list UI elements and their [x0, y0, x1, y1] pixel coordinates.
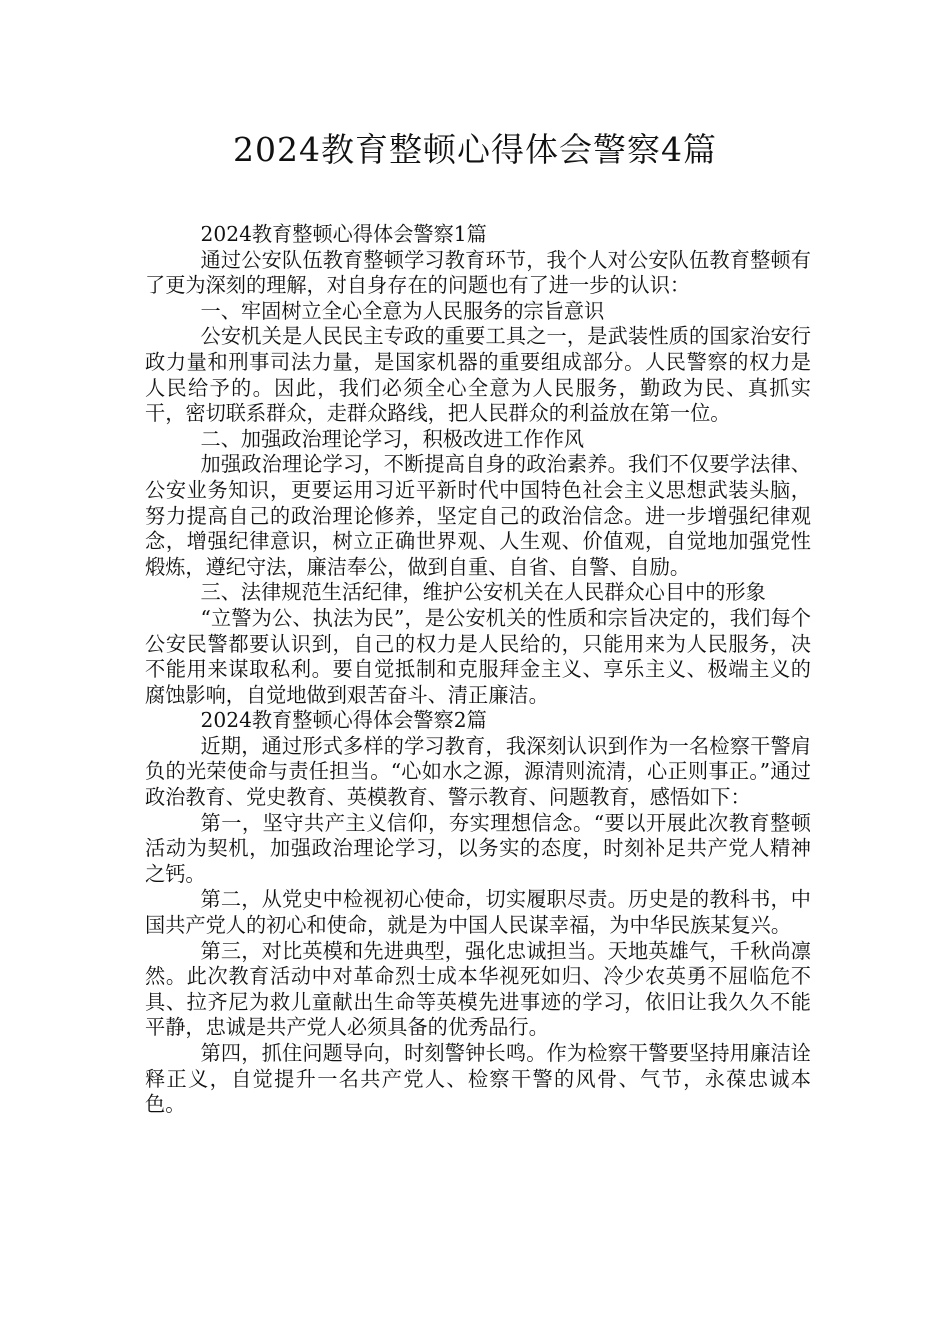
body-paragraph: 第二，从党史中检视初心使命，切实履职尽责。历史是的教科书，中国共产党人的初心和使命，就是为中国人民谋幸福，为中华民族某复兴。 [145, 887, 811, 938]
section-heading: 2024教育整顿心得体会警察1篇 [200, 222, 487, 246]
subsection-heading: 二、加强政治理论学习，积极改进工作作风 [200, 426, 585, 451]
body-paragraph: 近期，通过形式多样的学习教育，我深刻认识到作为一名检察干警肩负的光荣使命与责任担当。“心如水之源，源清则流清，心正则事正。”通过政治教育、党史教育、英模教育、警示教育、问题教育，感悟如下： [145, 733, 811, 810]
body-paragraph: 第一，坚守共产主义信仰，夯实理想信念。“要以开展此次教育整顿活动为契机，加强政治理论学习，以务实的态度，时刻补足共产党人精神之钙。 [145, 810, 811, 886]
subsection-heading: 一、牢固树立全心全意为人民服务的宗旨意识 [200, 298, 605, 323]
section-heading: 2024教育整顿心得体会警察2篇 [200, 708, 487, 733]
body-paragraph: 加强政治理论学习，不断提高自身的政治素养。我们不仅要学法律、公安业务知识，更要运用习近平新时代中国特色社会主义思想武装头脑，努力提高自己的政治理论修养，坚定自己的政治信念。进一步增强纪律观念，增强纪律意识，树立正确世界观、人生观、价值观，自觉地加强党性煅炼，遵纪守法，廉洁奉公，做到自重、自省、自警、自励。 [145, 452, 811, 579]
document-title: 2024教育整顿心得体会警察4篇 [233, 130, 717, 169]
document-body [145, 222, 811, 1118]
body-paragraph: 第三，对比英模和先进典型，强化忠诚担当。天地英雄气，千秋尚凛然。此次教育活动中对革命烈士成本华视死如归、冷少农英勇不屈临危不具、拉齐尼为救儿童献出生命等英模先进事迹的学习，依旧让我久久不能平静，忠诚是共产党人必须具备的优秀品行。 [145, 938, 811, 1040]
body-paragraph: 第四，抓住问题导向，时刻警钟长鸣。作为检察干警要坚持用廉洁诠释正义，自觉提升一名共产党人、检察干警的风骨、气节，永葆忠诚本色。 [145, 1041, 811, 1117]
subsection-heading: 三、法律规范生活纪律，维护公安机关在人民群众心目中的形象 [200, 580, 766, 605]
body-paragraph: “立警为公、执法为民”，是公安机关的性质和宗旨决定的，我们每个公安民警都要认识到，自己的权力是人民给的，只能用来为人民服务，决不能用来谋取私利。要自觉抵制和克服拜金主义、享乐主义、极端主义的腐蚀影响，自觉地做到艰苦奋斗、清正廉洁。 [145, 605, 811, 707]
body-paragraph: 通过公安队伍教育整顿学习教育环节，我个人对公安队伍教育整顿有了更为深刻的理解，对自身存在的问题也有了进一步的认识： [145, 247, 811, 298]
body-paragraph: 公安机关是人民民主专政的重要工具之一，是武装性质的国家治安行政力量和刑事司法力量，是国家机器的重要组成部分。人民警察的权力是人民给予的。因此，我们必须全心全意为人民服务，勤政为民、真抓实干，密切联系群众，走群众路线，把人民群众的利益放在第一位。 [145, 324, 811, 426]
